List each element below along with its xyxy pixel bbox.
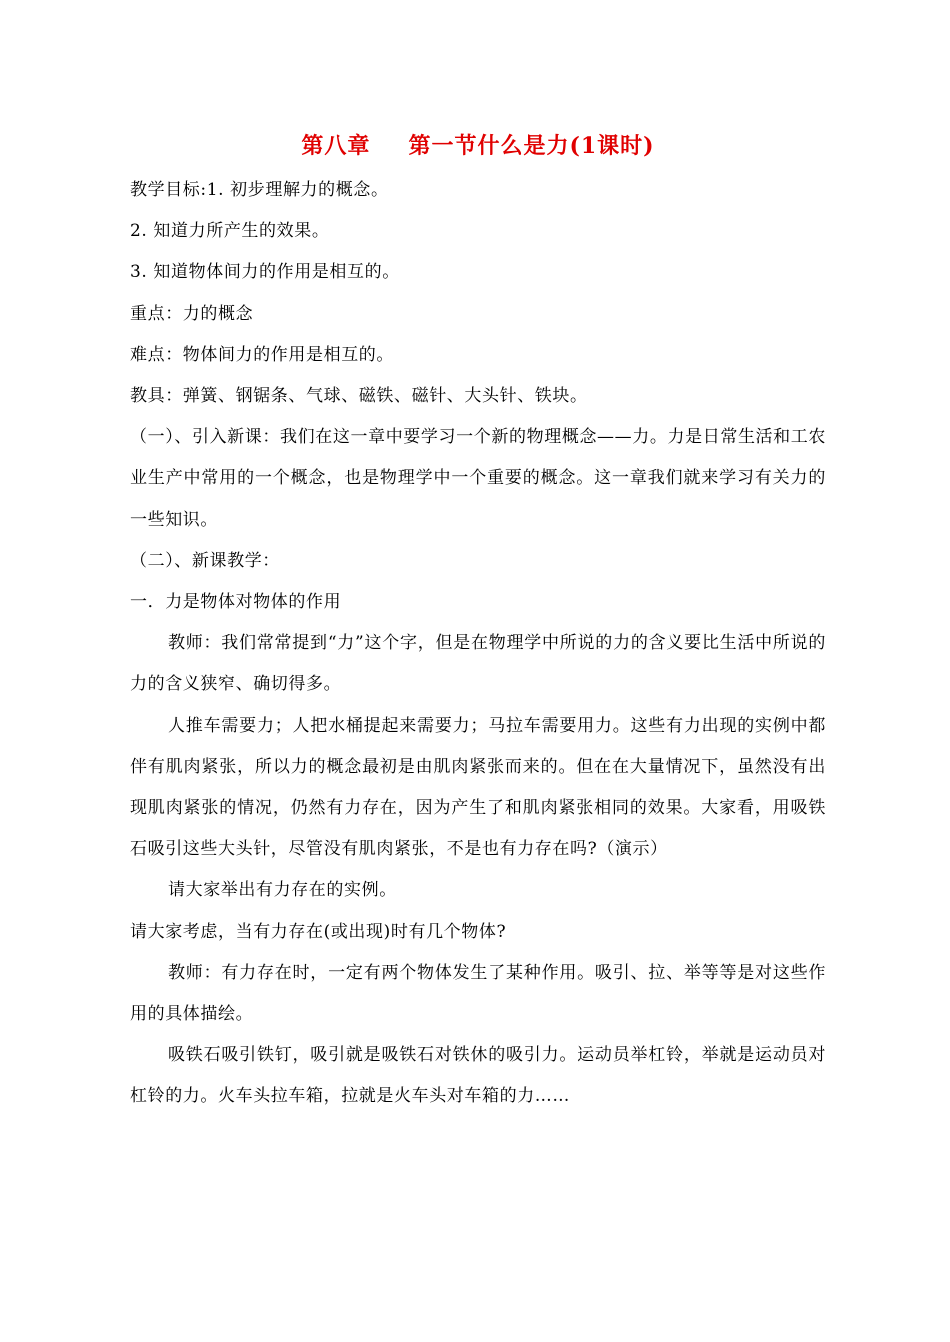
paragraph-ask-objects: 请大家考虑，当有力存在(或出现)时有几个物体? [130,921,507,942]
paragraph-section-heading-1: 一．力是物体对物体的作用 [130,592,342,613]
paragraph-objective-2: 2. 知道力所产生的效果。 [130,221,330,242]
paragraph-ask-examples: 请大家举出有力存在的实例。 [168,880,397,901]
document-title [130,128,826,164]
paragraph-examples: 人推车需要力；人把水桶提起来需要力；马拉车需要用力。这些有力出现的实例中都伴有肌肉紧张，所以力的概念最初是由肌肉紧张而来的。但在在大量情况下，虽然没有出现肌肉紧张的情况，仍然有力存在，因为产生了和肌肉紧张相同的效果。大家看，用吸铁石吸引这些大头针，尽管没有肌肉紧张，不是也有力存在吗?（演示） [130,715,826,860]
paragraph-teacher-2: 教师：有力存在时，一定有两个物体发生了某种作用。吸引、拉、举等等是对这些作用的具体描绘。 [130,962,826,1025]
document-page [130,128,826,1118]
chapter-label: 第八章 [301,133,371,159]
paragraph-difficulty: 难点：物体间力的作用是相互的。 [130,344,394,365]
paragraph-introduction: （一）、引入新课：我们在这一章中要学习一个新的物理概念——力。力是日常生活和工农业生产中常用的一个概念，也是物理学中一个重要的概念。这一章我们就来学习有关力的一些知识。 [130,427,826,530]
paragraph-objective-1: 教学目标:1. 初步理解力的概念。 [130,180,389,200]
paragraph-force-examples: 吸铁石吸引铁钉，吸引就是吸铁石对铁休的吸引力。运动员举杠铃，举就是运动员对杠铃的力。火车头拉车箱，拉就是火车头对车箱的力…… [130,1045,826,1107]
paragraph-objective-3: 3. 知道物体间力的作用是相互的。 [130,262,400,283]
paragraph-teaching-aids: 教具：弹簧、钢锯条、气球、磁铁、磁针、大头针、铁块。 [130,386,588,407]
section-label: 第一节什么是力(1课时) [408,133,655,159]
paragraph-key-point: 重点：力的概念 [130,303,254,324]
paragraph-new-lesson-heading: （二）、新课教学： [130,550,280,571]
paragraph-teacher-1: 教师：我们常常提到“力”这个字，但是在物理学中所说的力的含义要比生活中所说的力的含义狭窄、确切得多。 [130,633,826,695]
